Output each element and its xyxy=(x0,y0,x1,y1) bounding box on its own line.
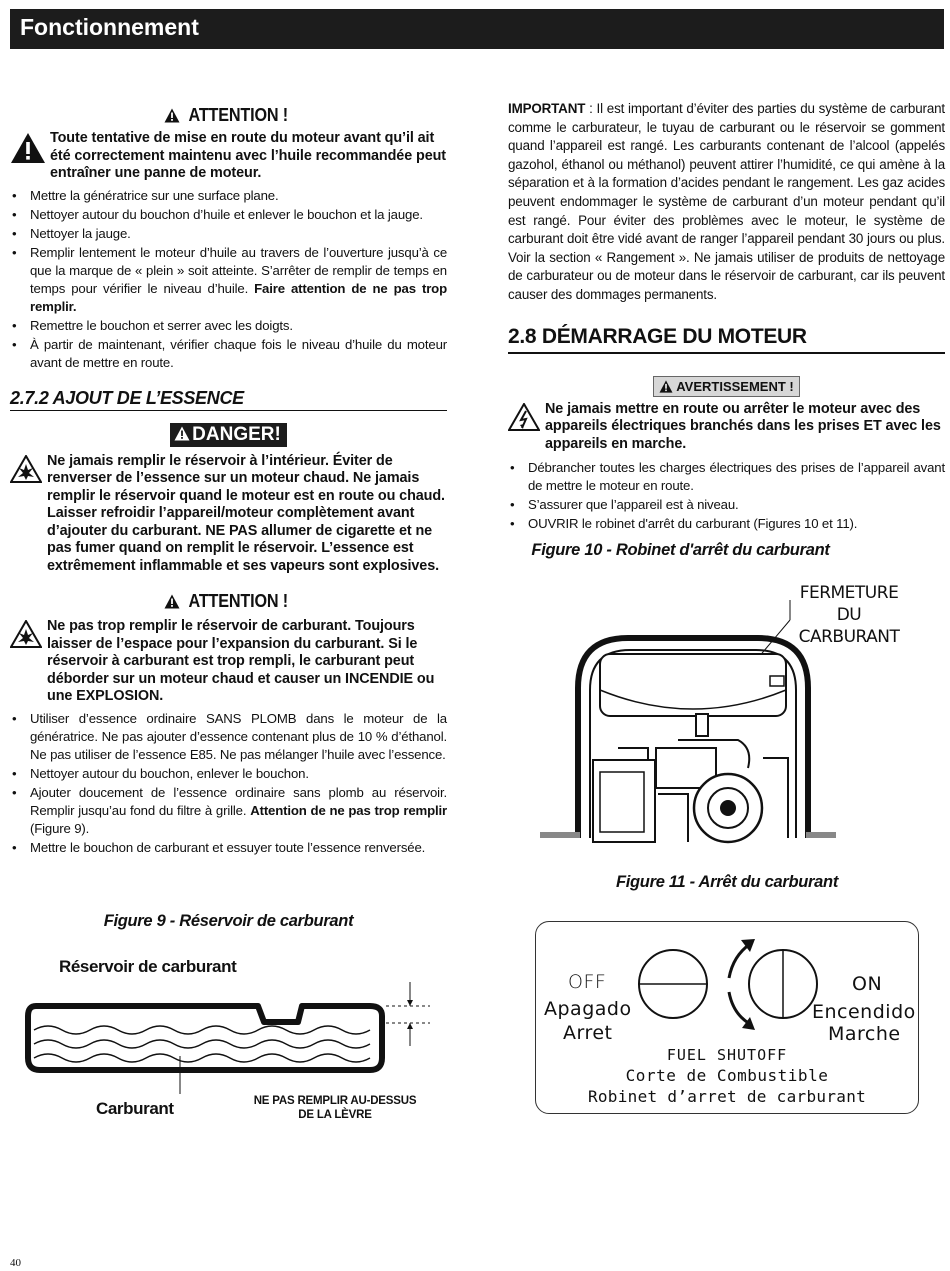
marche-label: Marche xyxy=(828,1023,901,1045)
attention-label: ATTENTION ! xyxy=(188,591,288,611)
fuel-steps-list xyxy=(10,710,447,857)
list-item: • À partir de maintenant, vérifier chaque fois le niveau d’huile du moteur avant de mettre en route. xyxy=(10,336,447,372)
list-item: • Nettoyer la jauge. xyxy=(10,225,447,243)
warning-message xyxy=(508,401,945,454)
figure-11-caption: Figure 11 - Arrêt du carburant xyxy=(615,873,839,891)
add-fuel-ref: (Figure 9). xyxy=(30,820,90,836)
callout-line-1: FERMETURE DU xyxy=(799,583,899,625)
apagado-label: Apagado xyxy=(544,998,632,1020)
danger-message xyxy=(10,453,447,576)
oil-steps-list xyxy=(10,187,447,372)
attention-label: ATTENTION ! xyxy=(188,105,288,125)
list-item: • Nettoyer autour du bouchon d’huile et enlever le bouchon et la jauge. xyxy=(10,206,447,224)
fuel-tank-diagram xyxy=(20,976,440,1096)
attention-message-2 xyxy=(10,618,447,706)
attention-text: Toute tentative de mise en route du moteur avant qu’il ait été correctement maintenu avec l’huile recommandée peut entraîner une panne de moteur. xyxy=(50,130,446,181)
figure-10-caption: Figure 10 - Robinet d'arrêt du carburant xyxy=(531,541,830,559)
important-label: IMPORTANT xyxy=(508,101,586,116)
attention-signal-2 xyxy=(10,591,447,612)
important-text: : Il est important d’éviter des parties du système de carburant comme le carburateur, le tuyau de carburant ou le réservoir se gomment quand l’appareil est rangé. Les carburants contenant de l’alcool (appelés gazohol, éthanol ou méthanol) peuvent attirer l’humidité, ce qui amène à la séparation et à la formation d’acides pendant le rangement. Les gaz acides peuvent endommager le système de carburant d’un moteur pendant qu’il est rangé. Pour éviter des problèmes avec le moteur, le système de carburant doit être vidé avant de ranger l’appareil pendant 30 jours ou plus. Voir la section « Rangement ». Ne jamais utiliser de produits de nettoyage de carburateur ou de moteur dans le réservoir de carburant, car ils peuvent causer des dommages permanents. xyxy=(508,101,945,302)
start-steps-list xyxy=(508,459,945,533)
electric-shock-icon xyxy=(508,403,540,431)
warning-text: Ne jamais mettre en route ou arrêter le moteur avec des appareils électriques branchés dans les prises ET avec les appareils en marche. xyxy=(545,400,941,452)
on-label: ON xyxy=(852,973,883,995)
warning-triangle-icon xyxy=(164,108,180,123)
arret-label: Arret xyxy=(563,1022,613,1044)
attention-message-1 xyxy=(10,130,447,183)
warning-triangle-icon xyxy=(174,426,190,441)
important-paragraph xyxy=(508,100,945,305)
note-line-1: NE PAS REMPLIR AU-DESSUS xyxy=(253,1095,417,1107)
section-title: Fonctionnement xyxy=(20,14,199,40)
encendido-label: Encendido xyxy=(812,1001,916,1023)
right-column xyxy=(508,100,945,534)
list-item xyxy=(10,244,447,316)
generator-illustration xyxy=(538,598,838,844)
list-item: • Mettre le bouchon de carburant et essuyer toute l’essence renversée. xyxy=(10,839,447,857)
list-item: • S’assurer que l’appareil est à niveau. xyxy=(508,496,945,514)
add-fuel-warning: Attention de ne pas trop remplir xyxy=(250,802,447,818)
corte-text: Corte de Combustible xyxy=(625,1066,829,1085)
list-item: • Débrancher toutes les charges électriques des prises de l’appareil avant de mettre le moteur en route. xyxy=(508,459,945,495)
warning-triangle-icon xyxy=(164,594,180,609)
note-line-2: DE LA LÈVRE xyxy=(298,1109,372,1121)
list-item: • Mettre la génératrice sur une surface plane. xyxy=(10,187,447,205)
figure-9-caption: Figure 9 - Réservoir de carburant xyxy=(103,912,354,930)
robinet-text: Robinet d’arret de carburant xyxy=(587,1087,867,1106)
section-header-bar xyxy=(10,9,944,49)
add-fuel-text: Ajouter doucement de l’essence ordinaire sans plomb au réservoir. Remplir jusqu’au fond du filtre à grille. xyxy=(30,784,447,818)
off-label: OFF xyxy=(568,971,607,993)
list-item: • Nettoyer autour du bouchon, enlever le bouchon. xyxy=(10,765,447,783)
danger-label: DANGER! xyxy=(192,423,281,445)
list-item xyxy=(10,784,447,838)
attention-signal-1 xyxy=(10,105,447,126)
list-item: • Utiliser d’essence ordinaire SANS PLOMB dans le moteur de la génératrice. Ne pas ajouter d’essence contenant plus de 10 % d’éthanol. Ne pas utiliser de l’essence E85. Ne pas mélanger l’huile avec l’essence. xyxy=(10,710,447,764)
fill-text: Remplir lentement le moteur d’huile au travers de l’ouverture jusqu’à ce que la marque de « plein » soit atteinte. S’arrêter de remplir de temps en temps pour vérifier le niveau d’huile. xyxy=(30,244,447,296)
explosion-icon xyxy=(10,455,42,483)
page-number: 40 xyxy=(10,1257,21,1269)
warning-badge xyxy=(653,376,800,397)
danger-badge xyxy=(170,423,287,447)
attention-text: Ne pas trop remplir le réservoir de carburant. Toujours laisser de l’espace pour l’expansion du carburant. Si le réservoir à carburant est trop rempli, le carburant peut déborder sur un moteur chaud et causer un INCENDIE ou une EXPLOSION. xyxy=(47,618,435,704)
left-column xyxy=(10,105,447,858)
subsection-heading: 2.7.2 AJOUT DE L’ESSENCE xyxy=(10,388,447,411)
exclamation-triangle-icon xyxy=(10,132,46,164)
callout-line-2: CARBURANT xyxy=(798,627,900,647)
warning-triangle-icon xyxy=(659,380,673,393)
list-item: • Remettre le bouchon et serrer avec les doigts. xyxy=(10,317,447,335)
figure-9-tank-label: Réservoir de carburant xyxy=(59,957,237,976)
list-item: • OUVRIR le robinet d'arrêt du carburant (Figures 10 et 11). xyxy=(508,515,945,533)
warning-signal xyxy=(508,376,945,397)
warning-label: AVERTISSEMENT ! xyxy=(676,378,794,394)
danger-text: Ne jamais remplir le réservoir à l’intérieur. Éviter de renverser de l’essence sur un moteur chaud. Ne jamais remplir le réservoir quand le moteur est en route ou chaud. Laisser refroidir l’appareil/moteur complètement avant d’ajouter du carburant. NE PAS allumer de cigarette et ne pas fumer quand on remplit le réservoir. L’essence est extrêmement inflammable et ses vapeurs sont explosives. xyxy=(47,452,445,574)
section-heading: 2.8 DÉMARRAGE DU MOTEUR xyxy=(508,325,945,354)
fill-warning: Faire attention de ne pas trop remplir. xyxy=(30,280,447,314)
danger-signal xyxy=(10,423,447,447)
fuel-shutoff-panel xyxy=(535,921,919,1114)
explosion-icon xyxy=(10,620,42,648)
figure-9-note xyxy=(250,1094,420,1122)
figure-9-fuel-label: Carburant xyxy=(96,1099,174,1118)
fuel-shutoff-text: FUEL SHUTOFF xyxy=(666,1046,788,1064)
